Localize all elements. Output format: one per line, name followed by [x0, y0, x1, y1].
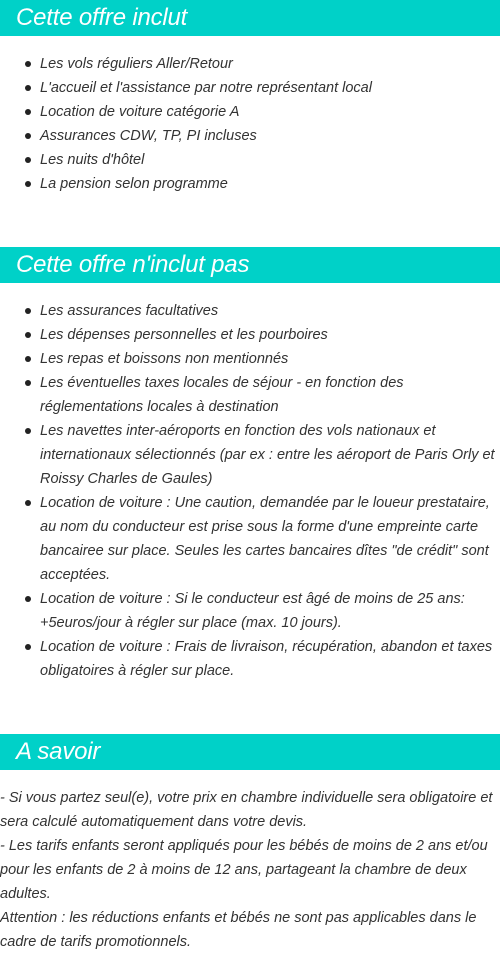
- list-item: [0, 100, 500, 124]
- bullet-icon: [25, 157, 31, 163]
- list-item-text: Les navettes inter-aéroports en fonction des vols nationaux et internationaux sélectionnés (par ex : entre les aéroport de Paris Orly et Roissy Charles de Gaules): [40, 423, 495, 487]
- list-item: [0, 587, 500, 635]
- bullet-icon: [25, 500, 31, 506]
- info-body: [0, 786, 500, 954]
- bullet-icon: [25, 428, 31, 434]
- bullet-icon: [25, 332, 31, 338]
- list-item-text: Les assurances facultatives: [40, 303, 219, 319]
- list-item: [0, 52, 500, 76]
- list-item: [0, 172, 500, 196]
- excludes-heading: Cette offre n'inclut pas: [0, 247, 500, 283]
- section-includes: [0, 0, 500, 196]
- info-paragraph: Attention : les réductions enfants et bébés ne sont pas applicables dans le cadre de tarifs promotionnels.: [0, 910, 477, 950]
- info-paragraph: - Si vous partez seul(e), votre prix en chambre individuelle sera obligatoire et sera calculé automatiquement dans votre devis.: [0, 790, 493, 830]
- list-item-text: Les dépenses personnelles et les pourboires: [40, 327, 328, 343]
- list-item-text: Location de voiture : Une caution, demandée par le loueur prestataire, au nom du conducteur est prise sous la forme d'une empreinte carte bancairee sur place. Seules les cartes bancaires dîtes "de crédit" sont acceptées.: [40, 495, 490, 583]
- list-item: [0, 323, 500, 347]
- bullet-icon: [25, 596, 31, 602]
- includes-heading: Cette offre inclut: [0, 0, 500, 36]
- list-item: [0, 124, 500, 148]
- bullet-icon: [25, 380, 31, 386]
- section-excludes: [0, 247, 500, 683]
- list-item-text: Les éventuelles taxes locales de séjour - en fonction des réglementations locales à destination: [40, 375, 404, 415]
- includes-list: [0, 52, 500, 196]
- list-item: [0, 148, 500, 172]
- list-item: [0, 299, 500, 323]
- list-item-text: Location de voiture : Frais de livraison, récupération, abandon et taxes obligatoires à régler sur place.: [40, 639, 493, 679]
- list-item: [0, 419, 500, 491]
- list-item-text: Les nuits d'hôtel: [40, 152, 145, 168]
- section-info: [0, 734, 500, 954]
- bullet-icon: [25, 181, 31, 187]
- bullet-icon: [25, 61, 31, 67]
- info-paragraph: - Les tarifs enfants seront appliqués pour les bébés de moins de 2 ans et/ou pour les enfants de 2 à moins de 12 ans, partageant la chambre de deux adultes.: [0, 838, 488, 902]
- list-item-text: Les vols réguliers Aller/Retour: [40, 56, 233, 72]
- bullet-icon: [25, 109, 31, 115]
- bullet-icon: [25, 85, 31, 91]
- bullet-icon: [25, 133, 31, 139]
- list-item-text: Location de voiture : Si le conducteur est âgé de moins de 25 ans: +5euros/jour à régler sur place (max. 10 jours).: [40, 591, 465, 631]
- excludes-list: [0, 299, 500, 683]
- list-item-text: Assurances CDW, TP, PI incluses: [40, 128, 257, 144]
- list-item-text: Les repas et boissons non mentionnés: [40, 351, 289, 367]
- list-item: [0, 347, 500, 371]
- list-item: [0, 371, 500, 419]
- bullet-icon: [25, 644, 31, 650]
- list-item-text: La pension selon programme: [40, 176, 228, 192]
- bullet-icon: [25, 308, 31, 314]
- list-item: [0, 635, 500, 683]
- bullet-icon: [25, 356, 31, 362]
- list-item-text: L'accueil et l'assistance par notre représentant local: [40, 80, 372, 96]
- list-item: [0, 76, 500, 100]
- list-item: [0, 491, 500, 587]
- list-item-text: Location de voiture catégorie A: [40, 104, 240, 120]
- info-heading: A savoir: [0, 734, 500, 770]
